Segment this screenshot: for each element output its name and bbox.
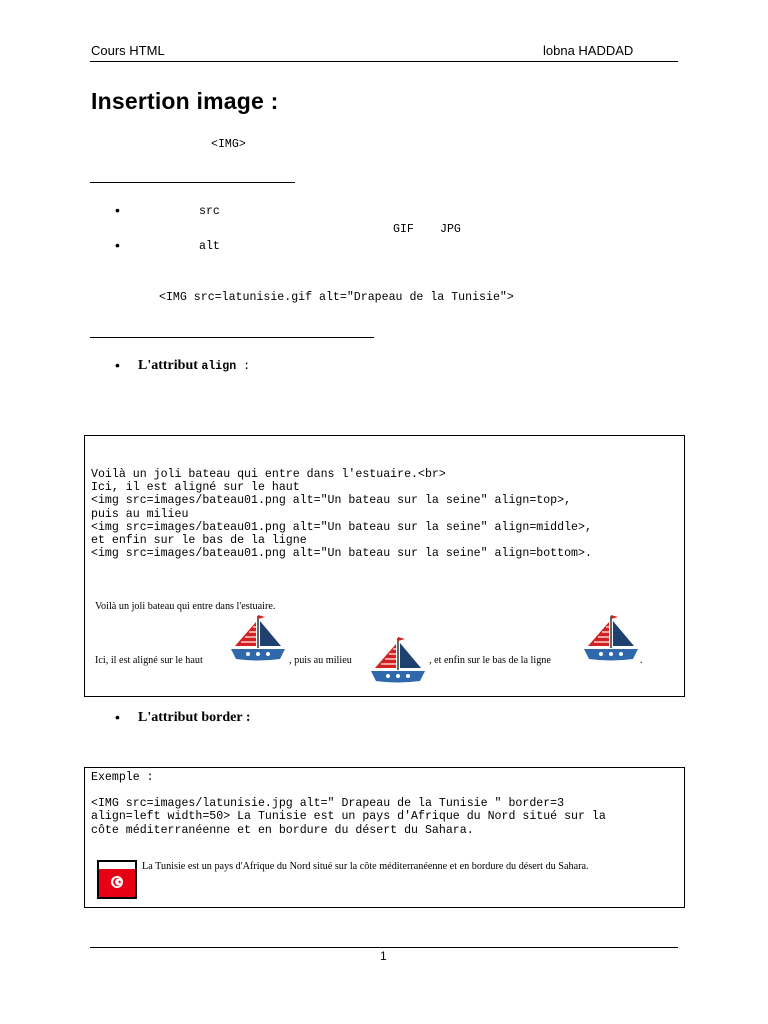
format-gif: GIF: [393, 223, 414, 236]
align-example-box: [84, 435, 685, 697]
tunisia-flag-icon: [99, 862, 135, 897]
example-code: <IMG src=latunisie.gif alt="Drapeau de la Tunisie">: [159, 291, 514, 304]
list-item-alt: alt: [199, 240, 220, 253]
list-item-src: src: [199, 205, 220, 218]
tunisia-flag-image: [97, 860, 137, 899]
boat-image-top: [229, 613, 287, 663]
bullet-dot: •: [115, 357, 120, 373]
header-author: lobna HADDAD: [543, 43, 634, 58]
render-top-text: Ici, il est aligné sur le haut: [95, 655, 203, 666]
format-jpg: JPG: [440, 223, 461, 236]
boat-image-middle: [369, 635, 427, 685]
border-heading: L'attribut border :: [138, 710, 251, 725]
render-middle-text: , puis au milieu: [289, 655, 352, 666]
border-example-box: [84, 767, 685, 908]
header-rule: [90, 61, 678, 62]
boat-image-bottom: [582, 613, 640, 663]
footer-rule: [90, 947, 678, 948]
border-render-text: La Tunisie est un pays d'Afrique du Nord situé sur la côte méditerranéenne et en bordure du désert du Sahara.: [142, 861, 589, 872]
section-rule-1: [90, 182, 295, 183]
bullet-dot: •: [115, 237, 120, 253]
header-course-title: Cours HTML: [91, 43, 165, 58]
bullet-dot: •: [115, 709, 120, 725]
render-line1: Voilà un joli bateau qui entre dans l'estuaire.: [95, 601, 276, 612]
border-code-block: Exemple : <IMG src=images/latunisie.jpg alt=" Drapeau de la Tunisie " border=3 align=left width=50> La Tunisie est un pays d'Afrique du Nord situé sur la côte méditerranéenne et en bordure du désert du Sahara.: [91, 771, 606, 837]
bullet-dot: •: [115, 202, 120, 218]
page-number: 1: [380, 949, 387, 963]
align-heading: L'attribut align :: [138, 358, 251, 373]
page-title: Insertion image :: [91, 88, 279, 114]
render-bottom-text: , et enfin sur le bas de la ligne: [429, 655, 551, 666]
align-code-block: Voilà un joli bateau qui entre dans l'estuaire.<br> Ici, il est aligné sur le haut <img src=images/bateau01.png alt="Un bateau sur la seine" align=top>, puis au milieu <img src=images/bateau01.png alt="Un bateau sur la seine" align=middle>, et enfin sur le bas de la ligne <img src=images/bateau01.png alt="Un bateau sur la seine" align=bottom>.: [91, 468, 592, 561]
img-tag-text: <IMG>: [211, 138, 246, 151]
section-rule-2: [90, 337, 374, 338]
render-end-text: .: [640, 655, 643, 666]
